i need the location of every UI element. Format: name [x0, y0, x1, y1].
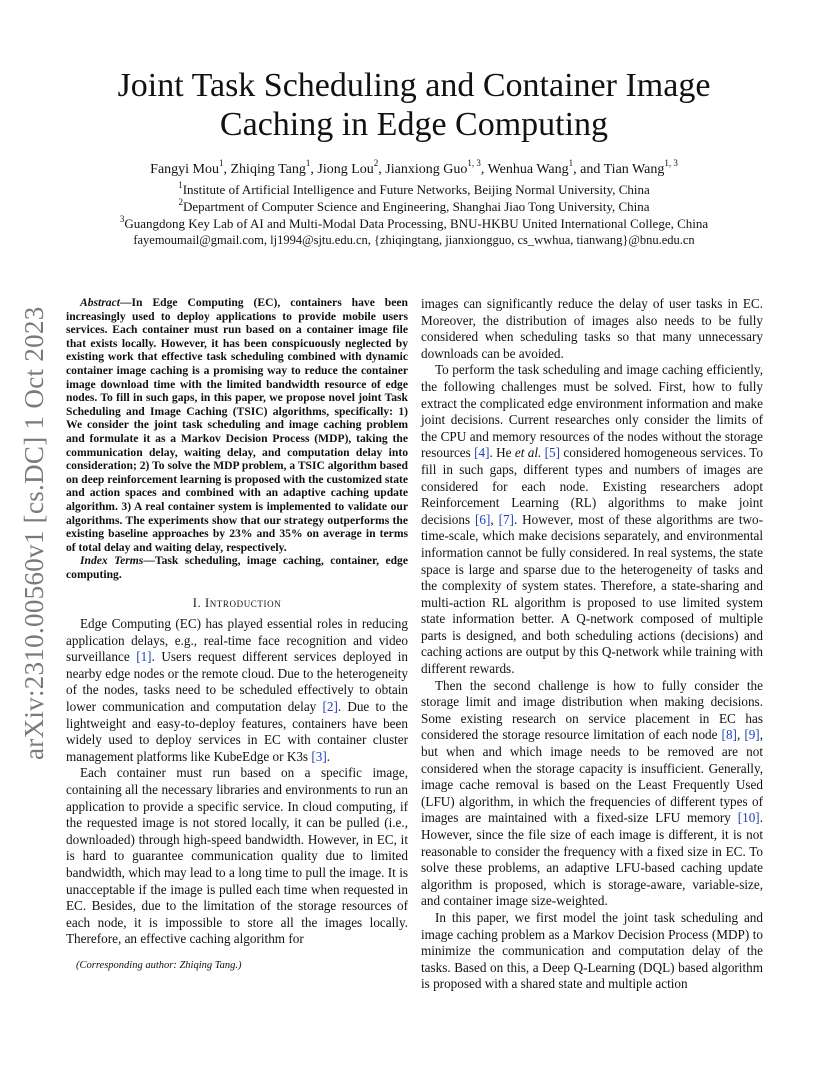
intro-paragraph-2: Each container must run based on a specific image, containing all the necessary libraries and environments to run an application to provide a specific service. In cloud computing, if the requested image is not stored locally, it can be pulled (i.e., downloaded) through high-speed bandwidth. However, in EC, it is hard to guarantee communication quality due to limited bandwidth, which may lead to a long time to pull the image. It is unacceptable if the image is pulled each time when requested in EC. Besides, due to the limitation of the storage resources of each node, it is impossible to store all the images locally. Therefore, an effective caching algorithm for [66, 765, 408, 947]
section-heading-introduction: I. Introduction [192, 596, 282, 611]
index-terms [66, 554, 408, 581]
abstract-text: —In Edge Computing (EC), containers have been increasingly used to deploy applications to provide mobile users services. Each container must run based on a container image file that exists locally. However, it has been conspicuously neglected by existing work that effective task scheduling combined with dynamic container image caching is a promising way to reduce the container image download time with the limited bandwidth resource of edge nodes. To fill in such gaps, in this paper, we propose novel joint Task Scheduling and Image Caching (TSIC) algorithms, specifically: 1) We consider the joint task scheduling and image caching problem and formulate it as a Markov Decision Process (MDP), taking the communication delay, waiting delay, and computation delay into consideration; 2) To solve the MDP problem, a TSIC algorithm based on deep reinforcement learning is proposed with the customized state and action spaces and combined with an adaptive caching update algorithm. 3) A real container system is implemented to validate our algorithms. The experiments show that our strategy outperforms the existing baseline approaches by 23% and 35% on average in terms of total delay and waiting delay, respectively. [66, 296, 408, 554]
abstract-label: Abstract [80, 296, 120, 309]
title-line-2: Caching in Edge Computing [219, 106, 609, 143]
right-column [421, 296, 763, 993]
index-terms-label: Index Terms [80, 554, 144, 568]
right-paragraph-4: In this paper, we first model the joint task scheduling and image caching problem as a Markov Decision Process (MDP) to minimize the communication and computation delay of the tasks. Based on this, a Deep Q-Learning (DQL) based algorithm is proposed with a shared state and multiple action [421, 909, 763, 992]
right-paragraph-2: To perform the task scheduling and image caching efficiently, the following challenges must be solved. First, how to fully extract the complicated edge environment information and make joint decisions. Current researches only consider the limits of the CPU and memory resources of the nodes without the storage resources [4]. He et al. [5] considered homogeneous services. To fill in such gaps, different types and numbers of images are considered for each node. Existing researchers adopt Reinforcement Learning (RL) algorithms to make joint decisions [6], [7]. However, most of these algorithms are two-time-scale, which make decisions separately, and environmental information cannot be fully considered. In real systems, the state space is large and sparse due to the heterogeneity of tasks and the complexity of system states. Therefore, a state-sharing and multi-action RL algorithm is proposed to use limited system state information better. A Q-network composed of multiple parts is designed, and both scheduling actions (decisions) and caching actions are output by this Q-network while training with different rewards. [421, 362, 764, 677]
intro-paragraph-1: Edge Computing (EC) has played essential roles in reducing application delays, e.g., real-time face recognition and video surveillance [1]. Users request different services deployed in nearby edge nodes or the remote cloud. Due to the heterogeneity of the nodes, tasks need to be scheduled effectively to obtain lower communication and computation delay [2]. Due to the lightweight and easy-to-deploy features, containers have been widely used to deploy services in EC with container cluster management platforms like KubeEdge or K3s [3]. [66, 616, 409, 764]
corresponding-author-note: (Corresponding author: Zhiqing Tang.) [76, 960, 242, 971]
affiliation-2: $^2$Department of Computer Science and Engineering, Shanghai Jiao Tong University, China [178, 196, 650, 214]
author-emails: fayemoumail@gmail.com, lj1994@sjtu.edu.cn, {zhiqingtang, jianxiongguo, cs_wwhua, tianwang}@bnu.edu.cn [133, 233, 695, 247]
title-line-1: Joint Task Scheduling and Container Image [117, 67, 711, 104]
arxiv-identifier-stamp: arXiv:2310.00560v1 [cs.DC] 1 Oct 2023 [19, 306, 49, 760]
right-paragraph-1: images can significantly reduce the delay of user tasks in EC. Moreover, the distribution of images also needs to be fully considered when scheduling tasks so that many unnecessary downloads can be avoided. [421, 296, 763, 361]
right-paragraph-3: Then the second challenge is how to fully consider the storage limit and image distribution when making decisions. Some existing research on service placement in EC has considered the storage resource limitation of each node [8], [9], but when and which image needs to be removed are not considered when the storage capacity is insufficient. Generally, image cache removal is based on the Least Frequently Used (LFU) algorithm, in which the frequencies of different types of images are maintained with a fixed-size LFU memory [10]. However, since the file size of each image is different, it is not reasonable to consider the frequency with a fixed size in EC. To solve these problems, an adaptive LFU-based caching update algorithm is proposed, which is storage-aware, variable-size, and container image size-weighted. [421, 677, 763, 909]
author-list: Fangyi Mou$^1$, Zhiqing Tang$^1$, Jiong Lou$^2$, Jianxiong Guo$^{1, 3}$, Wenhua Wang$^1$, and Tian Wang$^{1, 3}$ [150, 158, 678, 177]
left-column [66, 296, 408, 948]
paper-title [60, 66, 768, 144]
affiliation-1: $^1$Institute of Artificial Intelligence and Future Networks, Beijing Normal University, China [178, 179, 650, 197]
abstract [66, 296, 408, 554]
affiliation-3: $^3$Guangdong Key Lab of AI and Multi-Modal Data Processing, BNU-HKBU United International College, China [119, 213, 709, 231]
index-terms-text: —Task scheduling, image caching, container, edge computing. [66, 554, 408, 581]
